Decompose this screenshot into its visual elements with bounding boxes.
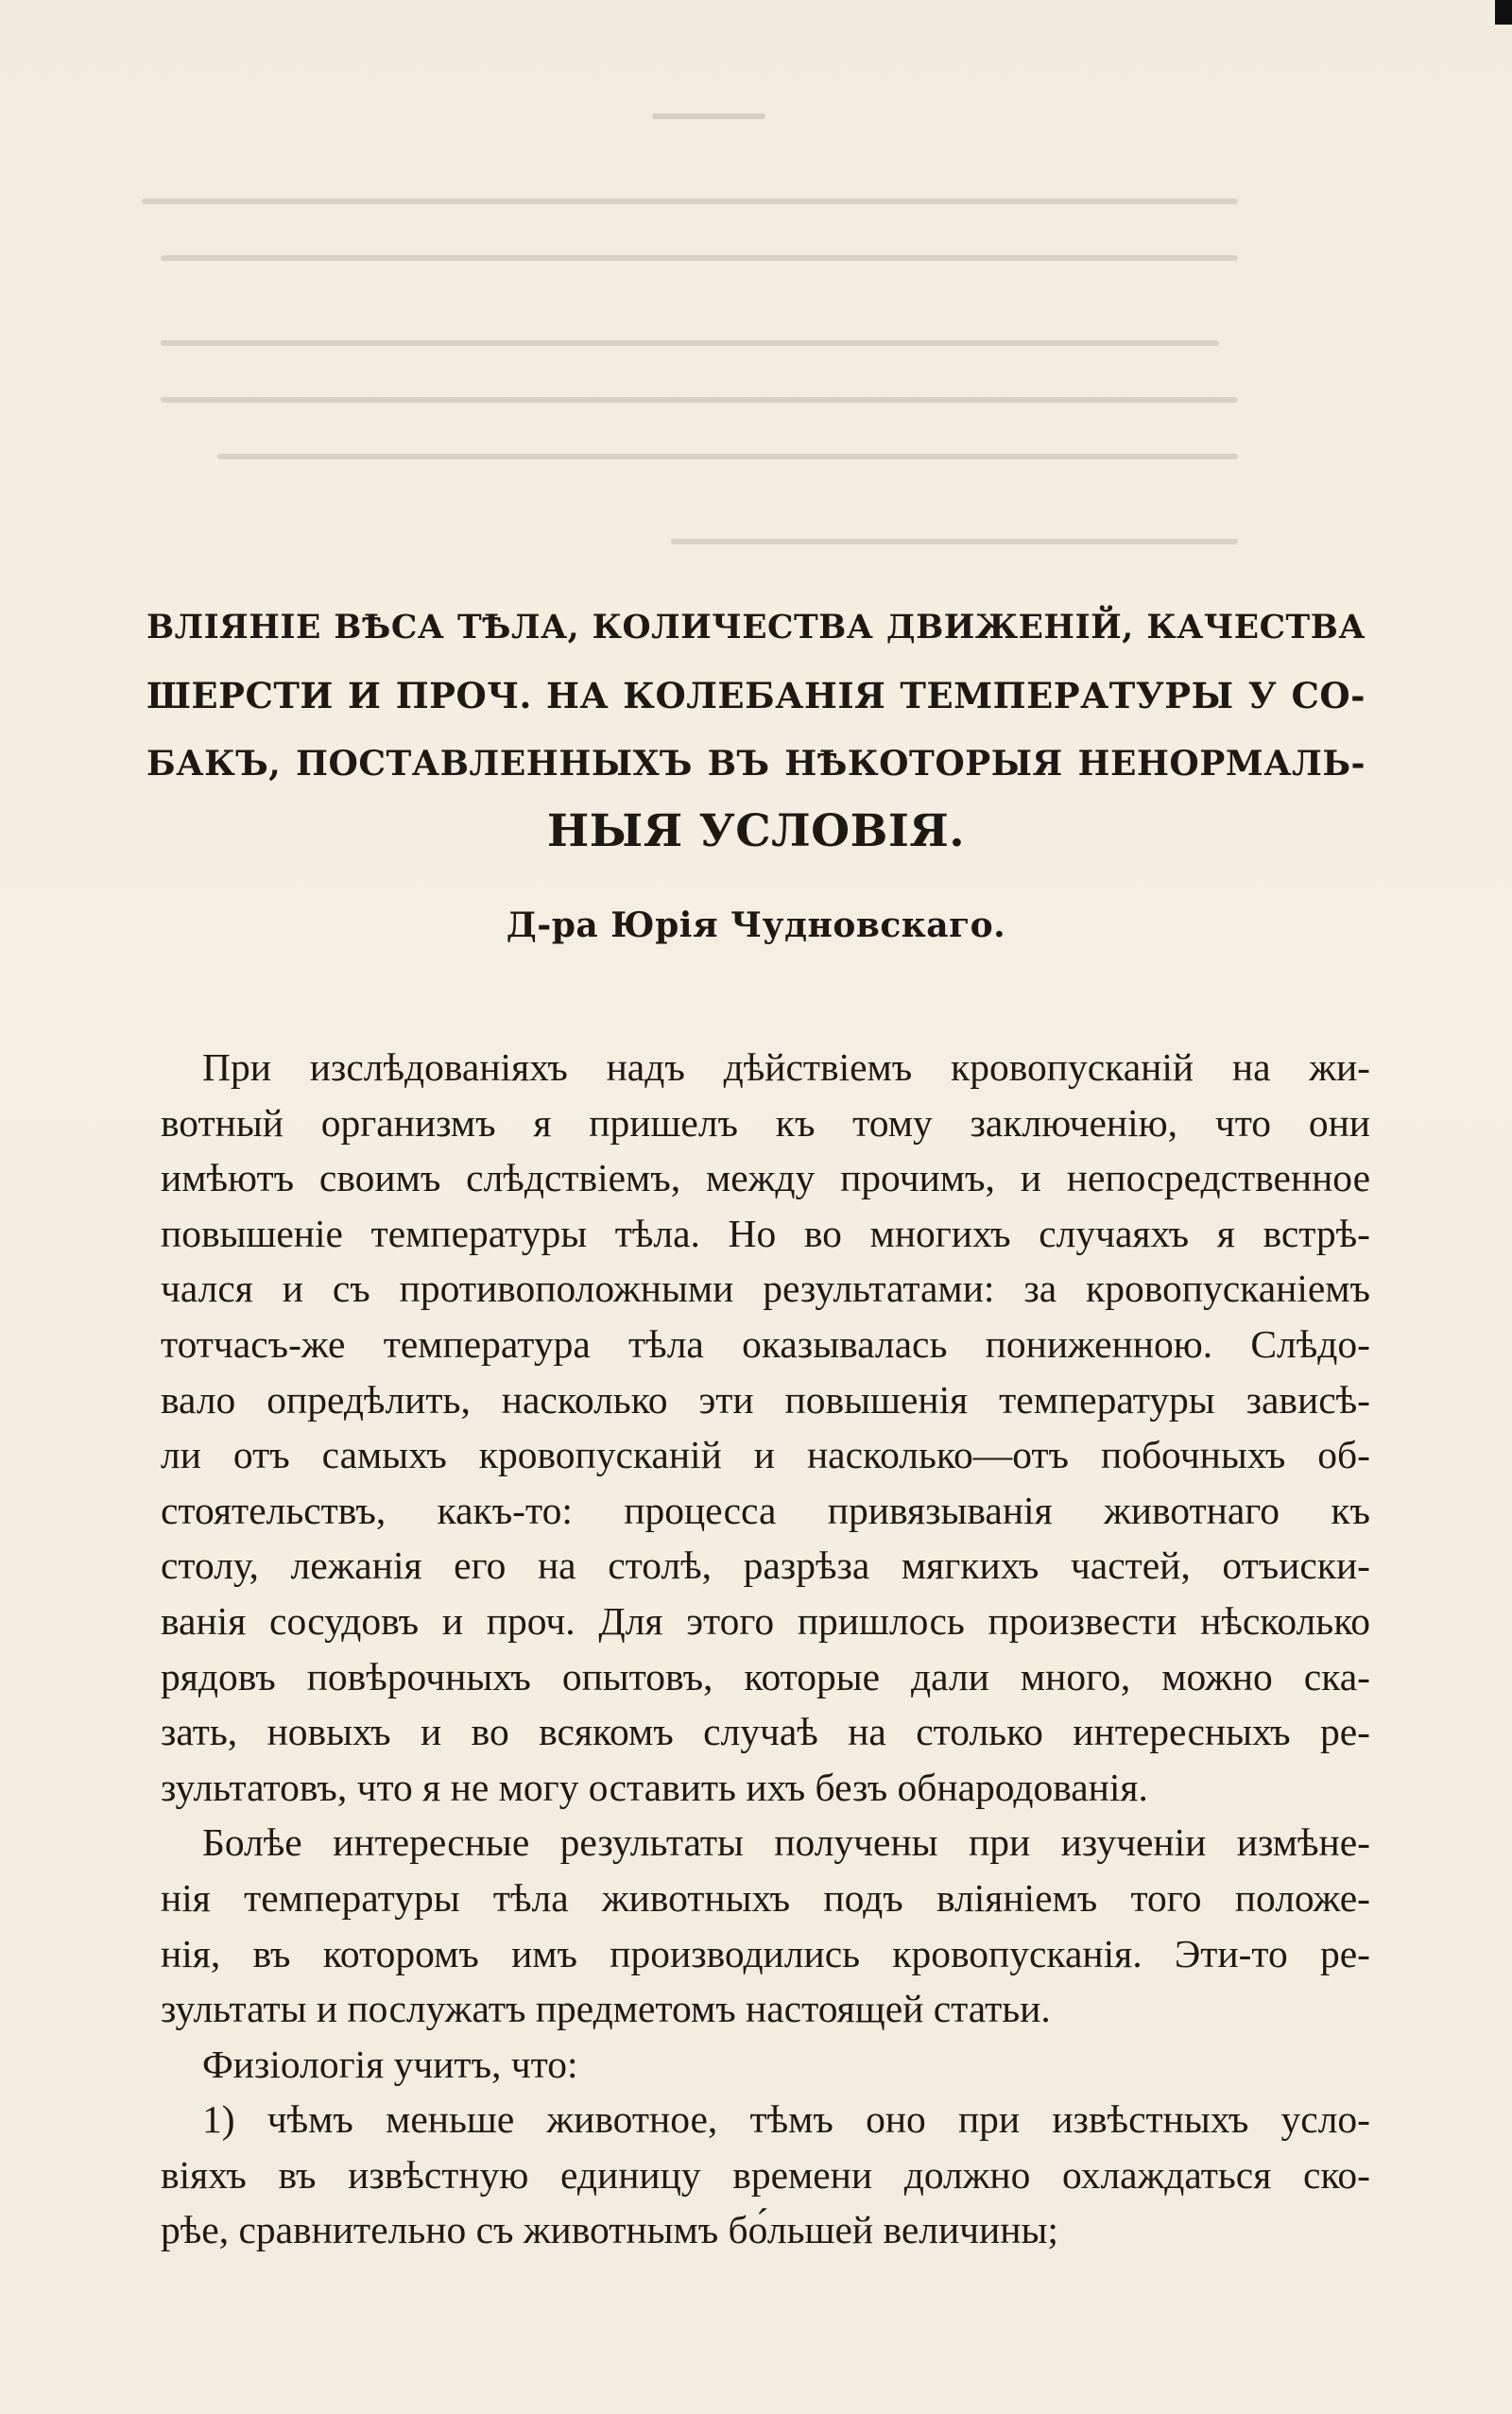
body-line: вотный организмъ я пришелъ къ тому заключенію, что они — [161, 1100, 1370, 1145]
body-line: Болѣе интересные результаты получены при изученіи измѣне- — [202, 1820, 1370, 1865]
body-line: имѣютъ своимъ слѣдствіемъ, между прочимъ, и непосредственное — [161, 1156, 1370, 1200]
body-line: рядовъ повѣрочныхъ опытовъ, которые дали много, можно ска- — [161, 1654, 1370, 1698]
body-line: зультаты и послужатъ предметомъ настоящей статьи. — [161, 1987, 1051, 2031]
body-line: віяхъ въ извѣстную единицу времени должно охлаждаться ско- — [161, 2152, 1370, 2197]
body-line: стоятельствъ, какъ-то: процесса привязыванія животнаго къ — [161, 1488, 1370, 1532]
body-line: зать, новыхъ и во всякомъ случаѣ на столько интересныхъ ре- — [161, 1710, 1370, 1754]
body-line: нія температуры тѣла животныхъ подъ вліяніемъ того положе- — [161, 1875, 1370, 1920]
body-line: ванія сосудовъ и проч. Для этого пришлось произвести нѣсколько — [161, 1598, 1370, 1643]
body-line: повышеніе температуры тѣла. Но во многихъ случаяхъ я встрѣ- — [161, 1211, 1370, 1255]
author-byline: Д-ра Юрія Чудновскаго. — [506, 905, 1006, 945]
body-line: зультатовъ, что я не могу оставить ихъ безъ обнародованія. — [161, 1765, 1148, 1809]
article-title — [146, 594, 1366, 866]
title-line-1: ВЛІЯНІЕ ВѢСА ТѢЛА, КОЛИЧЕСТВА ДВИЖЕНІЙ, КАЧЕСТВА — [146, 609, 1366, 647]
body-line: ли отъ самыхъ кровопусканій и насколько—отъ побочныхъ об- — [161, 1433, 1370, 1477]
body-line: 1) чѣмъ меньше животное, тѣмъ оно при извѣстныхъ усло- — [202, 2097, 1370, 2142]
body-line: нія, въ которомъ имъ производились кровопусканія. Эти-то ре- — [161, 1931, 1370, 1975]
body-line: столу, лежанія его на столѣ, разрѣза мягкихъ частей, отъиски- — [161, 1543, 1370, 1588]
body-line: Физіологія учитъ, что: — [202, 2042, 578, 2086]
body-line: чался и съ противоположными результатами: за кровопусканіемъ — [161, 1267, 1370, 1311]
body-line: тотчасъ-же температура тѣла оказывалась пониженною. Слѣдо- — [161, 1321, 1370, 1366]
title-line-4: НЫЯ УСЛОВІЯ. — [546, 805, 966, 857]
body-line: рѣе, сравнительно съ животнымъ бо́льшей величины; — [161, 2208, 1058, 2252]
bleed-through-text — [142, 113, 1276, 558]
title-line-2: ШЕРСТИ И ПРОЧ. НА КОЛЕБАНІЯ ТЕМПЕРАТУРЫ У СО- — [146, 675, 1366, 716]
body-line: При изслѣдованіяхъ надъ дѣйствіемъ кровопусканій на жи- — [202, 1045, 1370, 1089]
scan-corner-mark — [1495, 0, 1512, 25]
title-line-3: БАКЪ, ПОСТАВЛЕННЫХЪ ВЪ НѢКОТОРЫЯ НЕНОРМАЛЬ- — [146, 744, 1366, 784]
body-line: вало опредѣлить, насколько эти повышенія температуры зависѣ- — [161, 1377, 1370, 1422]
body-text — [161, 1040, 1370, 2258]
